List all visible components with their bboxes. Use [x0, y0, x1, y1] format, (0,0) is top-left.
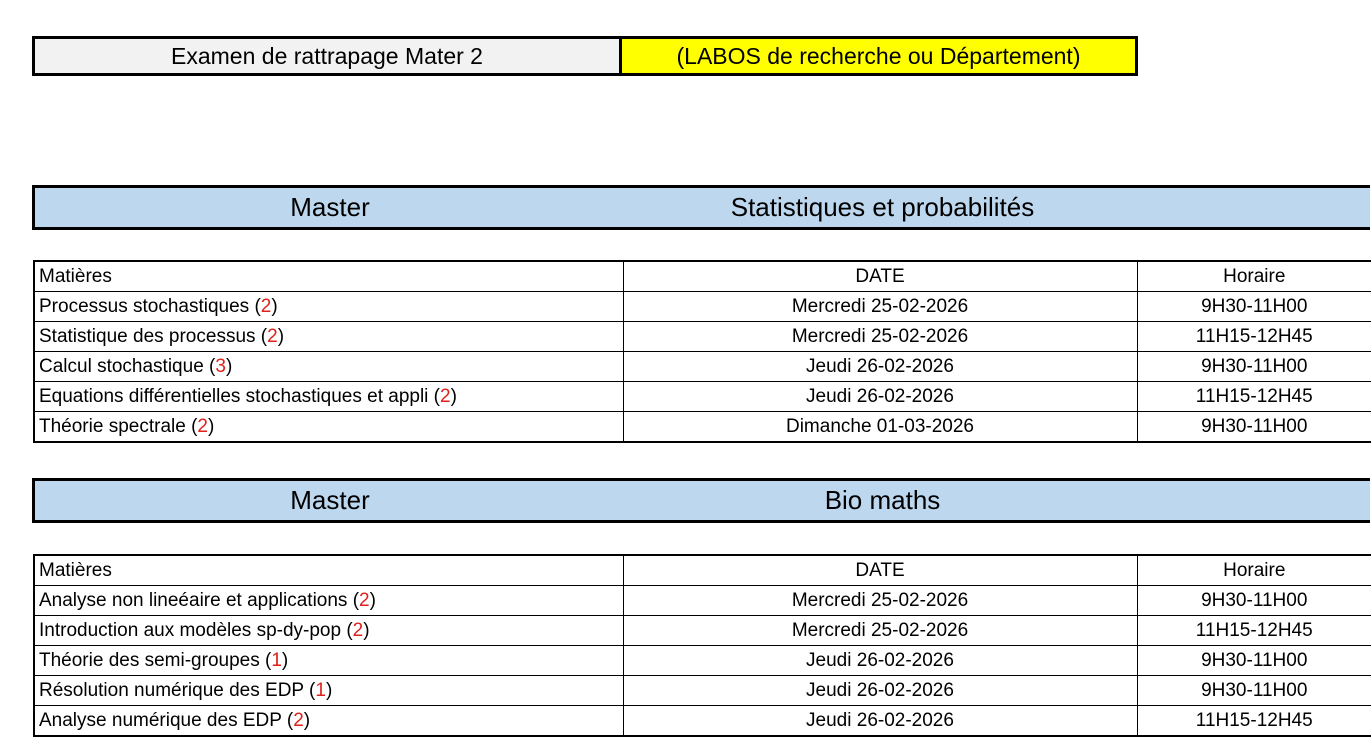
- exam-location: (LABOS de recherche ou Département): [622, 36, 1138, 76]
- column-header-date: DATE: [623, 555, 1137, 586]
- time-cell: 9H30-11H00: [1137, 412, 1371, 443]
- credit-count: 2: [267, 326, 278, 347]
- subject-cell: Equations différentielles stochastiques et appli (2): [34, 382, 623, 412]
- subject-cell: Introduction aux modèles sp-dy-pop (2): [34, 616, 623, 646]
- subject-cell: Analyse non lineéaire et applications (2): [34, 586, 623, 616]
- subject-name: Théorie spectrale: [39, 416, 186, 437]
- credit-count: 1: [271, 650, 282, 671]
- exam-title: Examen de rattrapage Mater 2: [32, 36, 622, 76]
- subject-cell: Résolution numérique des EDP (1): [34, 676, 623, 706]
- time-cell: 11H15-12H45: [1137, 322, 1371, 352]
- schedule-table-stats: [33, 260, 1371, 443]
- subject-name: Equations différentielles stochastiques et appli: [39, 386, 429, 407]
- table-row: [34, 352, 1371, 382]
- date-cell: Jeudi 26-02-2026: [623, 352, 1137, 382]
- credit-count: 2: [293, 710, 304, 731]
- exam-header: [32, 36, 1138, 76]
- table-row: [34, 382, 1371, 412]
- date-cell: Mercredi 25-02-2026: [623, 322, 1137, 352]
- subject-name: Statistique des processus: [39, 326, 256, 347]
- table-row: [34, 412, 1371, 443]
- subject-name: Résolution numérique des EDP: [39, 680, 304, 701]
- table-header-row: [34, 555, 1371, 586]
- date-cell: Jeudi 26-02-2026: [623, 706, 1137, 737]
- table-row: [34, 586, 1371, 616]
- schedule-table-biomaths: [33, 554, 1371, 737]
- subject-name: Théorie des semi-groupes: [39, 650, 260, 671]
- column-header-date: DATE: [623, 261, 1137, 292]
- date-cell: Jeudi 26-02-2026: [623, 676, 1137, 706]
- section-program-name: Statistiques et probabilités: [730, 192, 1035, 222]
- table-header-row: [34, 261, 1371, 292]
- subject-cell: Théorie des semi-groupes (1): [34, 646, 623, 676]
- subject-cell: Calcul stochastique (3): [34, 352, 623, 382]
- credit-count: 2: [440, 386, 451, 407]
- time-cell: 9H30-11H00: [1137, 586, 1371, 616]
- table-row: [34, 322, 1371, 352]
- date-cell: Jeudi 26-02-2026: [623, 646, 1137, 676]
- time-cell: 9H30-11H00: [1137, 292, 1371, 322]
- section-header-stats: [32, 185, 1370, 230]
- credit-count: 1: [315, 680, 326, 701]
- table-row: [34, 646, 1371, 676]
- table-row: [34, 706, 1371, 737]
- section-level-label: Master: [290, 485, 370, 515]
- subject-name: Analyse non lineéaire et applications: [39, 590, 348, 611]
- section-program-name: Bio maths: [824, 485, 941, 515]
- date-cell: Mercredi 25-02-2026: [623, 586, 1137, 616]
- column-header-time: Horaire: [1137, 555, 1371, 586]
- column-header-subject: Matières: [34, 555, 623, 586]
- time-cell: 9H30-11H00: [1137, 646, 1371, 676]
- time-cell: 9H30-11H00: [1137, 676, 1371, 706]
- credit-count: 2: [260, 296, 272, 317]
- date-cell: Dimanche 01-03-2026: [623, 412, 1137, 443]
- subject-cell: Analyse numérique des EDP (2): [34, 706, 623, 737]
- credit-count: 2: [197, 416, 208, 437]
- subject-cell: Processus stochastiques (2): [34, 292, 623, 322]
- date-cell: Jeudi 26-02-2026: [623, 382, 1137, 412]
- table-row: [34, 676, 1371, 706]
- subject-cell: Théorie spectrale (2): [34, 412, 623, 443]
- time-cell: 9H30-11H00: [1137, 352, 1371, 382]
- credit-count: 3: [215, 356, 226, 377]
- time-cell: 11H15-12H45: [1137, 706, 1371, 737]
- column-header-time: Horaire: [1137, 261, 1371, 292]
- column-header-subject: Matières: [34, 261, 623, 292]
- credit-count: 2: [359, 590, 370, 611]
- section-header-biomaths: [32, 478, 1370, 523]
- subject-cell: Statistique des processus (2): [34, 322, 623, 352]
- table-row: [34, 616, 1371, 646]
- time-cell: 11H15-12H45: [1137, 382, 1371, 412]
- subject-name: Analyse numérique des EDP: [39, 710, 282, 731]
- subject-name: Introduction aux modèles sp-dy-pop: [39, 620, 342, 641]
- subject-name: Calcul stochastique: [39, 356, 204, 377]
- subject-name: Processus stochastiques: [39, 296, 250, 317]
- time-cell: 11H15-12H45: [1137, 616, 1371, 646]
- date-cell: Mercredi 25-02-2026: [623, 616, 1137, 646]
- date-cell: Mercredi 25-02-2026: [623, 292, 1137, 322]
- table-row: [34, 292, 1371, 322]
- section-level-label: Master: [290, 192, 370, 222]
- credit-count: 2: [352, 620, 364, 641]
